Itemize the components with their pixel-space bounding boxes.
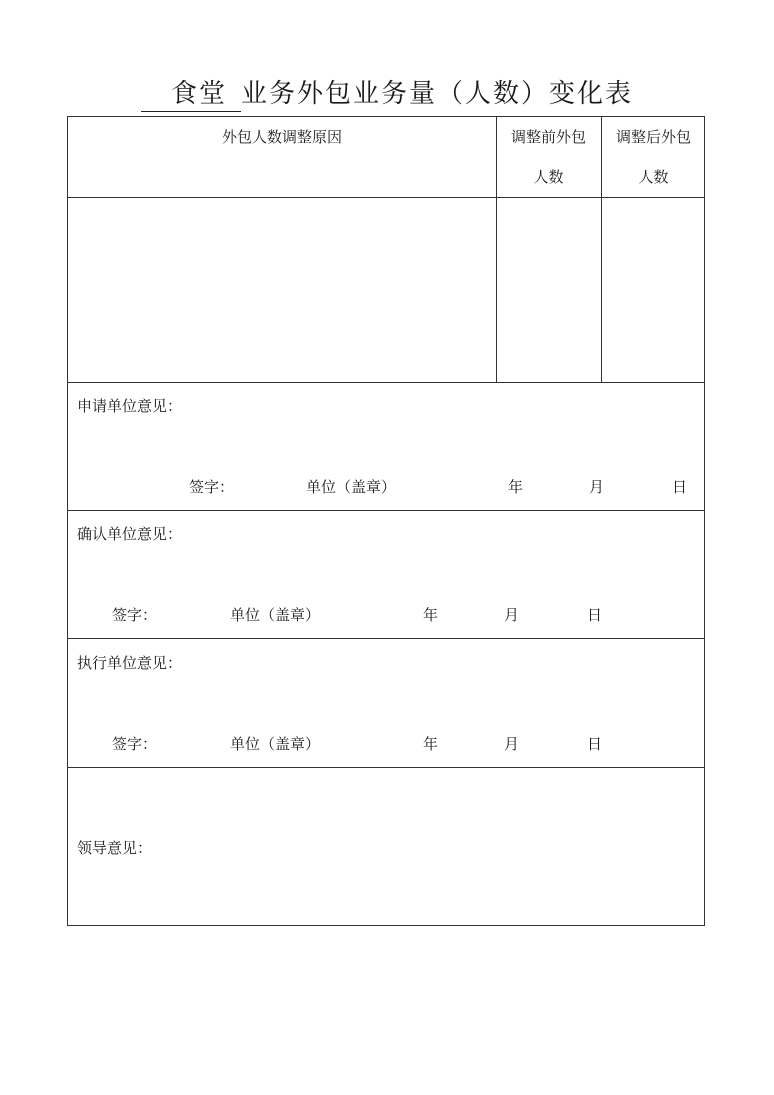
execute-year-label: 年 [423,735,439,753]
apply-year-label: 年 [508,478,524,496]
apply-label: 申请单位意见： [77,397,183,415]
execute-label: 执行单位意见： [77,654,183,672]
header-reason [68,127,496,147]
header-before [496,127,601,187]
header-after [601,127,706,187]
apply-sign-label: 签字： [189,478,235,496]
form-title [0,74,774,114]
apply-month-label: 月 [589,478,605,496]
leader-section[interactable] [68,767,706,927]
confirm-day-label: 日 [587,606,603,624]
confirm-section[interactable] [68,510,706,638]
execute-day-label: 日 [587,735,603,753]
before-count-input-cell[interactable] [496,197,601,382]
apply-unit-seal-label: 单位（盖章） [306,478,397,496]
title-unit[interactable]: 食堂 [141,77,241,112]
header-after-line2: 人数 [638,168,669,186]
header-after-line1: 调整后外包 [615,128,691,146]
header-before-line1: 调整前外包 [510,128,586,146]
title-text: 业务外包业务量（人数）变化表 [241,79,634,109]
header-before-line2: 人数 [533,168,564,186]
after-count-input-cell[interactable] [601,197,706,382]
execute-month-label: 月 [504,735,520,753]
confirm-unit-seal-label: 单位（盖章） [230,606,321,624]
reason-input-cell[interactable] [68,197,496,382]
apply-section[interactable] [68,382,706,510]
confirm-month-label: 月 [504,606,520,624]
execute-sign-label: 签字： [112,735,158,753]
confirm-sign-label: 签字： [112,606,158,624]
form-table [67,116,705,926]
leader-label: 领导意见： [77,839,153,857]
confirm-label: 确认单位意见： [77,525,183,543]
confirm-year-label: 年 [423,606,439,624]
header-reason-label: 外包人数调整原因 [221,128,342,146]
execute-section[interactable] [68,639,706,767]
apply-day-label: 日 [672,478,688,496]
execute-unit-seal-label: 单位（盖章） [230,735,321,753]
